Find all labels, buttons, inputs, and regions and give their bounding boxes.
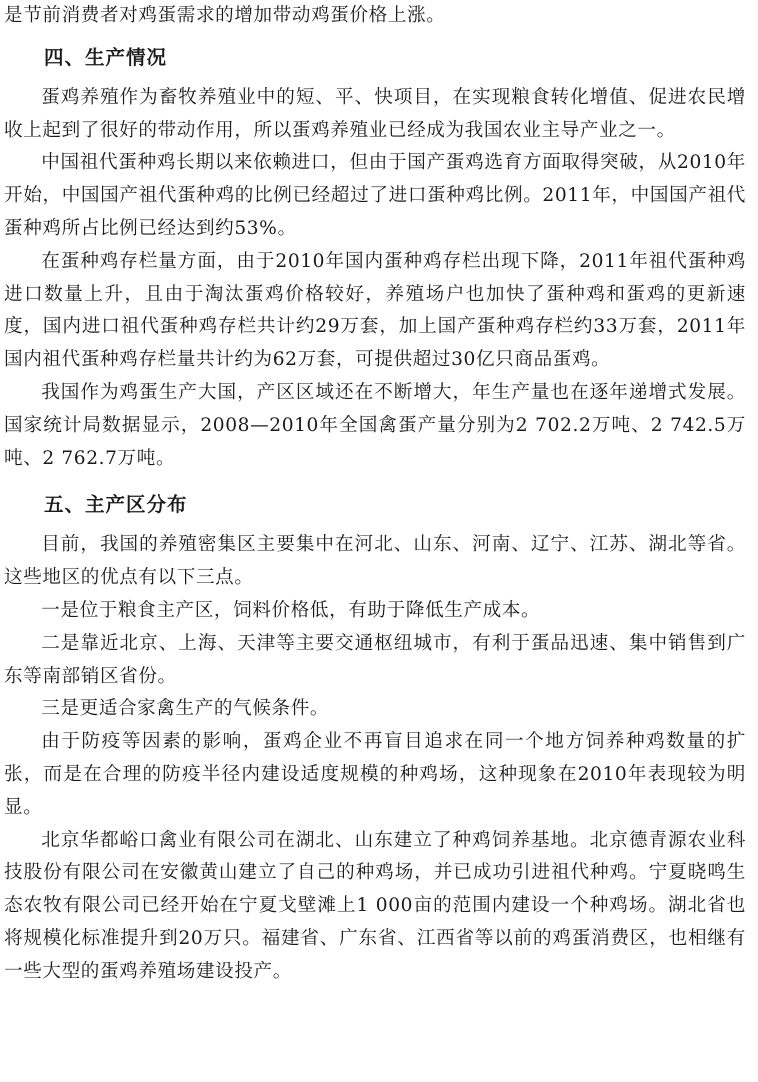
section-heading-main-regions: 五、主产区分布 (44, 493, 188, 517)
paragraph-continuation: 是节前消费者对鸡蛋需求的增加带动鸡蛋价格上涨。 (4, 5, 446, 26)
paragraph-breeder-stock: 在蛋种鸡存栏量方面，由于2010年国内蛋种鸡存栏出现下降，2011年祖代蛋种鸡进口数量上升，且由于淘汰蛋鸡价格较好，养殖场户也加快了蛋种鸡和蛋鸡的更新速度，国内进口祖代蛋种鸡存栏共计约29万套，加上国产蛋种鸡存栏约33万套，2011年国内祖代蛋种鸡存栏量共计约为62万套，可提供超过30亿只商品蛋鸡。 (4, 250, 746, 371)
paragraph-company-bases: 北京华都峪口禽业有限公司在湖北、山东建立了种鸡饲养基地。北京德青源农业科技股份有限公司在安徽黄山建立了自己的种鸡场，并已成功引进祖代种鸡。宁夏晓鸣生态农牧有限公司已经开始在宁夏戈壁滩上1 000亩的范围内建设一个种鸡场。湖北省也将规模化标准提升到20万只。福建省、广东省、江西省等以前的鸡蛋消费区，也相继有一些大型的蛋鸡养殖场建设投产。 (4, 829, 746, 982)
paragraph-egg-output: 我国作为鸡蛋生产大国，产区区域还在不断增大，年生产量也在逐年递增式发展。国家统计局数据显示，2008—2010年全国禽蛋产量分别为2 702.2万吨、2 742.5万吨、2 762.7万吨。 (4, 381, 746, 469)
paragraph-advantage-two: 二是靠近北京、上海、天津等主要交通枢纽城市，有利于蛋品迅速、集中销售到广东等南部销区省份。 (4, 632, 746, 687)
paragraph-advantage-one: 一是位于粮食主产区，饲料价格低，有助于降低生产成本。 (41, 599, 541, 621)
paragraph-epidemic-prevention: 由于防疫等因素的影响，蛋鸡企业不再盲目追求在同一个地方饲养种鸡数量的扩张，而是在合理的防疫半径内建设适度规模的种鸡场，这种现象在2010年表现较为明显。 (4, 731, 746, 818)
paragraph-dense-regions: 目前，我国的养殖密集区主要集中在河北、山东、河南、辽宁、江苏、湖北等省。这些地区的优点有以下三点。 (4, 534, 746, 589)
paragraph-advantage-three: 三是更适合家禽生产的气候条件。 (41, 698, 330, 720)
paragraph-layer-farming-role: 蛋鸡养殖作为畜牧养殖业中的短、平、快项目，在实现粮食转化增值、促进农民增收上起到了很好的带动作用，所以蛋鸡养殖业已经成为我国农业主导产业之一。 (4, 86, 746, 141)
section-heading-production: 四、生产情况 (44, 45, 168, 69)
paragraph-grandparent-breeders: 中国祖代蛋种鸡长期以来依赖进口，但由于国产蛋鸡选育方面取得突破，从2010年开始，中国国产祖代蛋种鸡的比例已经超过了进口蛋种鸡比例。2011年，中国国产祖代蛋种鸡所占比例已经达到约53%。 (4, 152, 746, 239)
